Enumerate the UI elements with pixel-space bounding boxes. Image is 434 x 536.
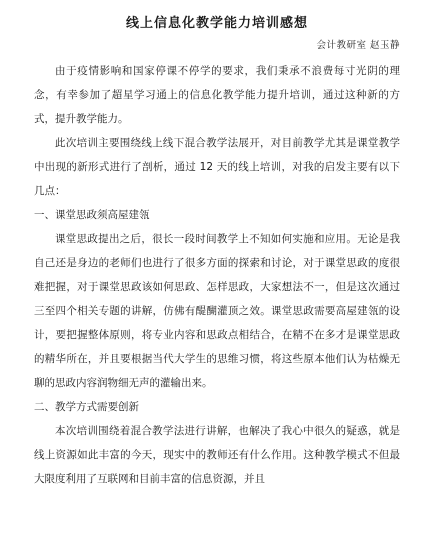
paragraph-intro: 由于疫情影响和国家停课不停学的要求，我们秉承不浪费每寸光阴的理念，有幸参加了超星学习通上的信息化教学能力提升培训，通过这种新的方式，提升教学能力。 <box>34 65 400 125</box>
document-title: 线上信息化教学能力培训感想 <box>125 16 308 31</box>
document-author: 会计教研室 赵玉静 <box>316 40 400 51</box>
paragraph-section-1: 课堂思政提出之后，很长一段时间教学上不知如何实施和应用。无论是我自己还是身边的老师们也进行了很多方面的探索和讨论，对于课堂思政的度很难把握，对于课堂思政该如何思政、怎样思政，大家想法不一，但是这次通过三至四个相关专题的讲解，仿佛有醍醐灌顶之效。课堂思政需要高屋建瓴的设计，要把握整体原则，将专业内容和思政点相结合，在精不在多才是课堂思政的精华所在，并且要根据当代大学生的思维习惯，将这些原本他们认为枯燥无聊的思政内容润物细无声的灌输出来。 <box>34 233 400 389</box>
paragraph-overview: 此次培训主要围绕线上线下混合教学法展开，对目前教学尤其是课堂教学中出现的新形式进行了剖析，通过 12 天的线上培训，对我的启发主要有以下几点： <box>34 137 400 197</box>
section-heading-2: 二、教学方式需要创新 <box>34 401 139 413</box>
section-heading-1: 一、课堂思政须高屋建瓴 <box>34 209 150 221</box>
paragraph-section-2: 本次培训围绕着混合教学法进行讲解，也解决了我心中很久的疑惑，就是线上资源如此丰富的今天，现实中的教师还有什么作用。这种教学模式不但最大限度利用了互联网和目前丰富的信息资源，并且 <box>34 425 400 485</box>
